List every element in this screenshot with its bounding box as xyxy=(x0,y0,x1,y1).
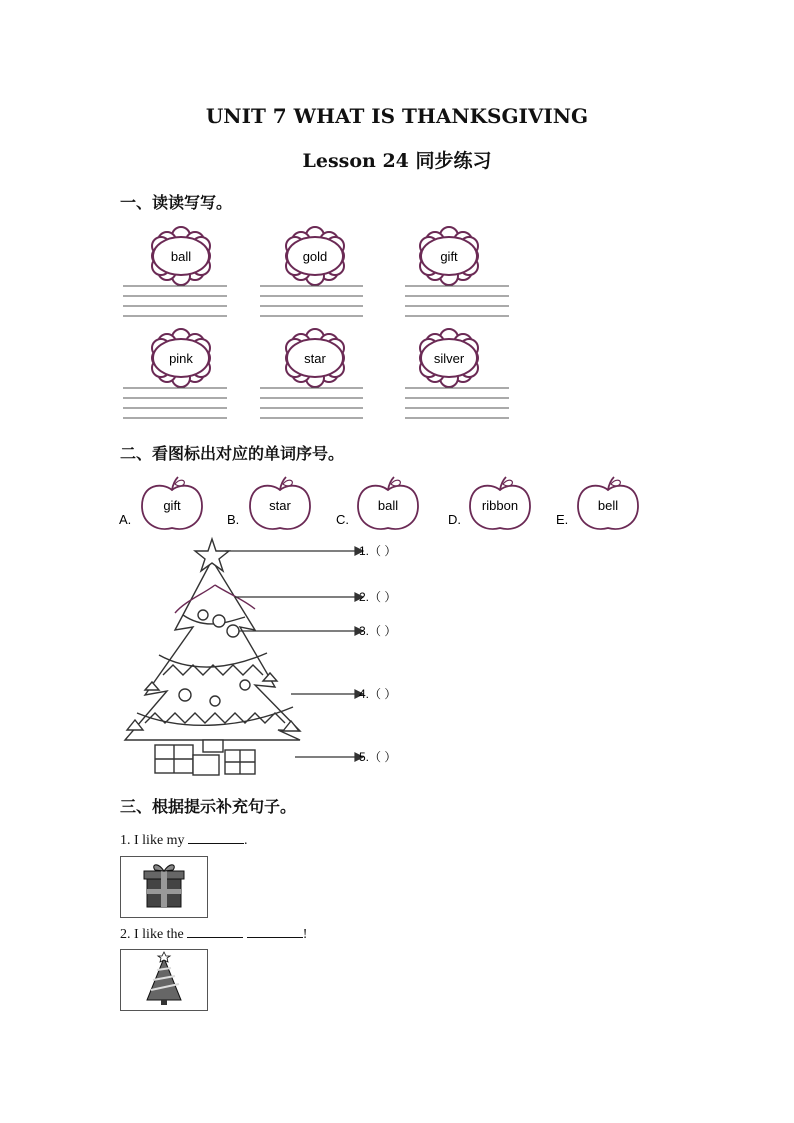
blank-field[interactable] xyxy=(247,925,303,938)
flower-card xyxy=(420,227,478,285)
christmas-tree-icon xyxy=(147,952,181,1005)
flower-word: star xyxy=(304,351,326,366)
sentence-1-prefix: 1. I like my xyxy=(120,833,185,848)
flower-card xyxy=(286,329,344,387)
flower-card xyxy=(152,329,210,387)
option-word: star xyxy=(269,498,291,513)
blank-field[interactable] xyxy=(187,925,243,938)
section3-heading: 三、根据提示补充句子。 xyxy=(120,797,297,816)
option-word: bell xyxy=(597,498,619,513)
flower-card xyxy=(420,329,478,387)
option-letter: A. xyxy=(119,512,132,527)
tree-picture xyxy=(120,949,208,1011)
option-letter: C. xyxy=(336,512,349,527)
flower-card xyxy=(286,227,344,285)
blank-field[interactable] xyxy=(188,831,244,844)
sentence-2-suffix: ! xyxy=(302,927,308,942)
section1-heading: 一、读读写写。 xyxy=(120,193,233,212)
answer-slot[interactable]: 5.（ ） xyxy=(359,750,397,764)
gift-picture xyxy=(120,856,208,918)
apple-options xyxy=(115,474,655,534)
flower-word: gift xyxy=(440,249,458,264)
flower-word: silver xyxy=(433,351,465,366)
tree-illustration xyxy=(125,560,300,775)
answer-slot[interactable]: 1.（ ） xyxy=(359,544,397,558)
answer-slot[interactable]: 2.（ ） xyxy=(359,590,397,604)
flower-word: gold xyxy=(302,249,328,264)
gift-icon xyxy=(144,865,184,907)
option-letter: B. xyxy=(227,512,240,527)
christmas-tree-diagram xyxy=(115,535,425,780)
answer-slot[interactable]: 4.（ ） xyxy=(359,687,397,701)
page-title: UNIT 7 WHAT IS THANKSGIVING xyxy=(205,104,589,128)
option-word: gift xyxy=(163,498,181,513)
sentence-2 xyxy=(120,925,307,943)
option-word: ribbon xyxy=(481,498,519,513)
option-letter: D. xyxy=(448,512,461,527)
flower-word: ball xyxy=(170,249,192,264)
page-subtitle: Lesson 24 同步练习 xyxy=(302,150,492,172)
flower-word: pink xyxy=(169,351,193,366)
sentence-2-prefix: 2. I like the xyxy=(120,927,184,942)
flower-card xyxy=(152,227,210,285)
flower-writing-grid xyxy=(115,222,515,427)
option-letter: E. xyxy=(556,512,569,527)
option-word: ball xyxy=(377,498,399,513)
answer-slot[interactable]: 3.（ ） xyxy=(359,624,397,638)
sentence-1 xyxy=(120,831,248,849)
section2-heading: 二、看图标出对应的单词序号。 xyxy=(120,444,345,463)
sentence-1-suffix: . xyxy=(244,833,248,848)
